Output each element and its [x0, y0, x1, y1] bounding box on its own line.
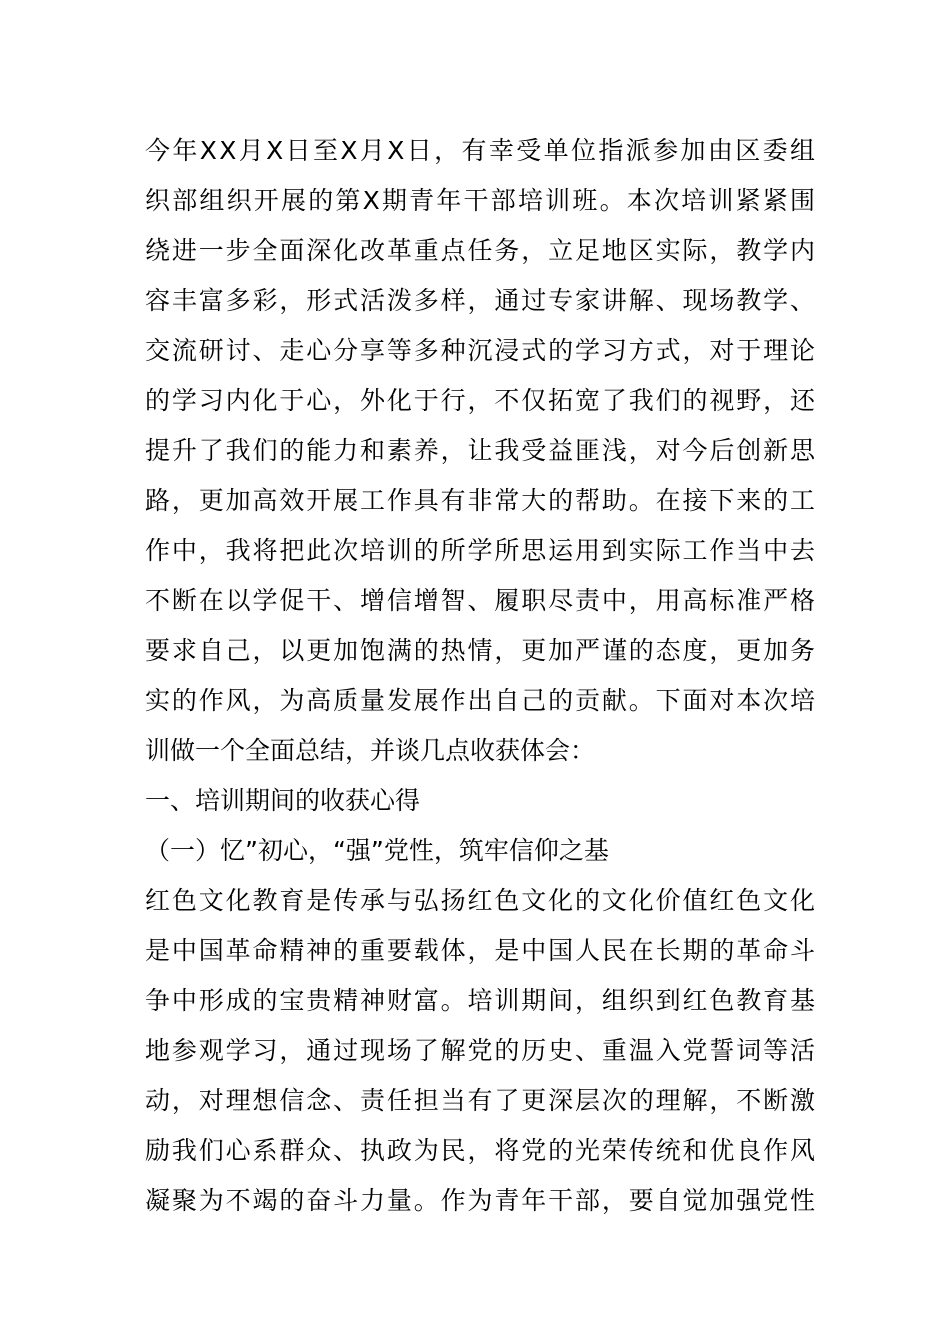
text-line: 凝聚为不竭的奋斗力量。作为青年干部，要自觉加强党性 [145, 1186, 815, 1215]
text-line: 一、培训期间的收获心得 [145, 786, 421, 815]
text-line: 实的作风，为高质量发展作出自己的贡献。下面对本次培 [145, 686, 815, 715]
text-line: 训做一个全面总结，并谈几点收获体会： [145, 736, 596, 765]
text-line: 提升了我们的能力和素养，让我受益匪浅，对今后创新思 [145, 436, 815, 465]
text-line: 交流研讨、走心分享等多种沉浸式的学习方式，对于理论 [145, 336, 815, 365]
text-line: 的学习内化于心，外化于行，不仅拓宽了我们的视野，还 [145, 386, 815, 415]
text-line: 地参观学习，通过现场了解党的历史、重温入党誓词等活 [145, 1036, 815, 1065]
text-line: 织部组织开展的第Ⅹ期青年干部培训班。本次培训紧紧围 [145, 186, 815, 215]
text-line: 要求自己，以更加饱满的热情，更加严谨的态度，更加务 [145, 636, 815, 665]
text-line: 绕进一步全面深化改革重点任务，立足地区实际，教学内 [145, 236, 815, 265]
text-line: 是中国革命精神的重要载体，是中国人民在长期的革命斗 [145, 936, 815, 965]
document-body [145, 126, 815, 1226]
text-line: 路，更加高效开展工作具有非常大的帮助。在接下来的工 [145, 486, 815, 515]
text-line: 今年ⅩⅩ月Ⅹ日至Ⅹ月Ⅹ日，有幸受单位指派参加由区委组 [145, 136, 815, 165]
text-line: 容丰富多彩，形式活泼多样，通过专家讲解、现场教学、 [145, 286, 815, 315]
text-line: 争中形成的宝贵精神财富。培训期间，组织到红色教育基 [145, 986, 815, 1015]
text-line: 动，对理想信念、责任担当有了更深层次的理解，不断激 [145, 1086, 815, 1115]
text-line: 不断在以学促干、增信增智、履职尽责中，用高标准严格 [145, 586, 815, 615]
text-line: （一）忆”初心，“强”党性，筑牢信仰之基 [145, 836, 609, 865]
text-line: 作中，我将把此次培训的所学所思运用到实际工作当中去 [145, 536, 815, 565]
text-line: 励我们心系群众、执政为民，将党的光荣传统和优良作风 [145, 1136, 815, 1165]
text-line: 红色文化教育是传承与弘扬红色文化的文化价值红色文化 [145, 886, 815, 915]
